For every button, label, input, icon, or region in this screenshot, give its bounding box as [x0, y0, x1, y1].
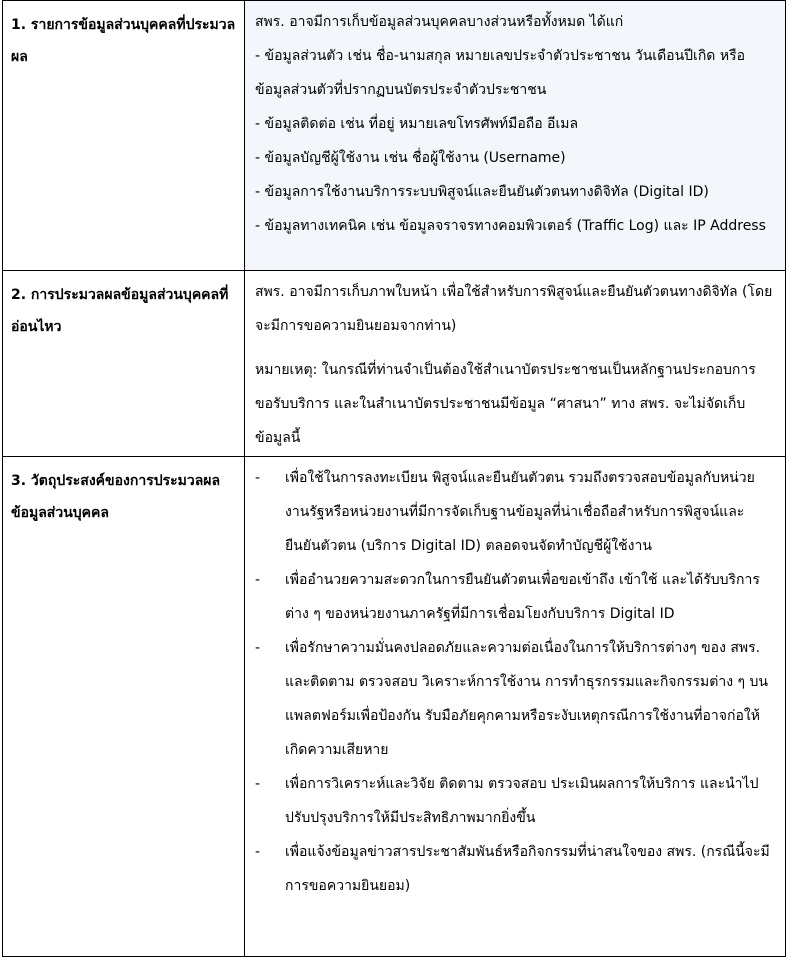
- sensitive-data-paragraph: สพร. อาจมีการเก็บภาพใบหน้า เพื่อใช้สำหรับการพิสูจน์และยืนยันตัวตนทางดิจิทัล (โดยจะมีการขอความยินยอมจากท่าน): [255, 284, 773, 334]
- list-item: - ข้อมูลบัญชีผู้ใช้งาน เช่น ชื่อผู้ใช้งาน (Username): [255, 150, 566, 166]
- list-item: [255, 563, 775, 631]
- row-heading-cell: [3, 457, 245, 957]
- table-row: [3, 1, 786, 271]
- bullet-dash: -: [255, 844, 261, 860]
- row-heading: 1. รายการข้อมูลส่วนบุคคลที่ประมวลผล: [11, 17, 236, 65]
- list-item-text: เพื่อแจ้งข้อมูลข่าวสารประชาสัมพันธ์หรือกิจกรรมที่น่าสนใจของ สพร. (กรณีนี้จะมีการขอความยินยอม): [285, 844, 770, 894]
- bullet-dash: -: [255, 572, 261, 588]
- list-item: [255, 767, 775, 835]
- list-item-text: เพื่อการวิเคราะห์และวิจัย ติดตาม ตรวจสอบ ประเมินผลการให้บริการ และนำไปปรับปรุงบริการให้มีประสิทธิภาพมากยิ่งขึ้น: [285, 776, 759, 826]
- list-item-text: เพื่ออำนวยความสะดวกในการยืนยันตัวตนเพื่อขอเข้าถึง เข้าใช้ และได้รับบริการต่าง ๆ ของหน่วยงานภาครัฐที่มีการเชื่อมโยงกับบริการ Digital ID: [285, 572, 760, 622]
- row-heading: 3. วัตถุประสงค์ของการประมวลผลข้อมูลส่วนบุคคล: [11, 473, 221, 521]
- row-heading-cell: [3, 271, 245, 457]
- row-content-cell: [245, 457, 786, 957]
- list-item: [255, 631, 775, 767]
- row-content-cell: [245, 1, 786, 271]
- list-item: - ข้อมูลการใช้งานบริการระบบพิสูจน์และยืนยันตัวตนทางดิจิทัล (Digital ID): [255, 184, 709, 200]
- list-item-text: เพื่อรักษาความมั่นคงปลอดภัยและความต่อเนื่องในการให้บริการต่างๆ ของ สพร. และติดตาม ตรวจสอบ วิเคราะห์การใช้งาน การทำธุรกรรมและกิจกรรมต่าง ๆ บนแพลตฟอร์มเพื่อป้องกัน รับมือภัยคุกคามหรือระงับเหตุกรณีการใช้งานที่อาจก่อให้เกิดความเสียหาย: [285, 640, 768, 758]
- note-paragraph: หมายเหตุ: ในกรณีที่ท่านจำเป็นต้องใช้สำเนาบัตรประชาชนเป็นหลักฐานประกอบการขอรับบริการ และในสำเนาบัตรประชาชนมีข้อมูล “ศาสนา” ทาง สพร. จะไม่จัดเก็บข้อมูลนี้: [255, 362, 756, 446]
- bullet-dash: -: [255, 470, 261, 486]
- list-item: - ข้อมูลติดต่อ เช่น ที่อยู่ หมายเลขโทรศัพท์มือถือ อีเมล: [255, 116, 579, 132]
- list-item: - ข้อมูลทางเทคนิค เช่น ข้อมูลจราจรทางคอมพิวเตอร์ (Traffic Log) และ IP Address: [255, 218, 766, 234]
- list-item: - ข้อมูลส่วนตัว เช่น ชื่อ-นามสกุล หมายเลขประจำตัวประชาชน วันเดือนปีเกิด หรือข้อมูลส่วนตัวที่ปรากฏบนบัตรประจำตัวประชาชน: [255, 48, 745, 98]
- bullet-dash: -: [255, 640, 261, 656]
- row-heading-cell: [3, 1, 245, 271]
- list-item: [255, 835, 775, 903]
- row-heading: 2. การประมวลผลข้อมูลส่วนบุคคลที่อ่อนไหว: [11, 287, 229, 335]
- row-content-cell: [245, 271, 786, 457]
- list-item-text: เพื่อใช้ในการลงทะเบียน พิสูจน์และยืนยันตัวตน รวมถึงตรวจสอบข้อมูลกับหน่วยงานรัฐหรือหน่วยงานที่มีการจัดเก็บฐานข้อมูลที่น่าเชื่อถือสำหรับการพิสูจน์และยืนยันตัวตน (บริการ Digital ID) ตลอดจนจัดทำบัญชีผู้ใช้งาน: [285, 470, 755, 554]
- list-item: [255, 461, 775, 563]
- bullet-dash: -: [255, 776, 261, 792]
- privacy-info-table: [2, 0, 786, 957]
- table-row: [3, 457, 786, 957]
- table-row: [3, 271, 786, 457]
- row-intro: สพร. อาจมีการเก็บข้อมูลส่วนบุคคลบางส่วนหรือทั้งหมด ได้แก่: [255, 14, 624, 30]
